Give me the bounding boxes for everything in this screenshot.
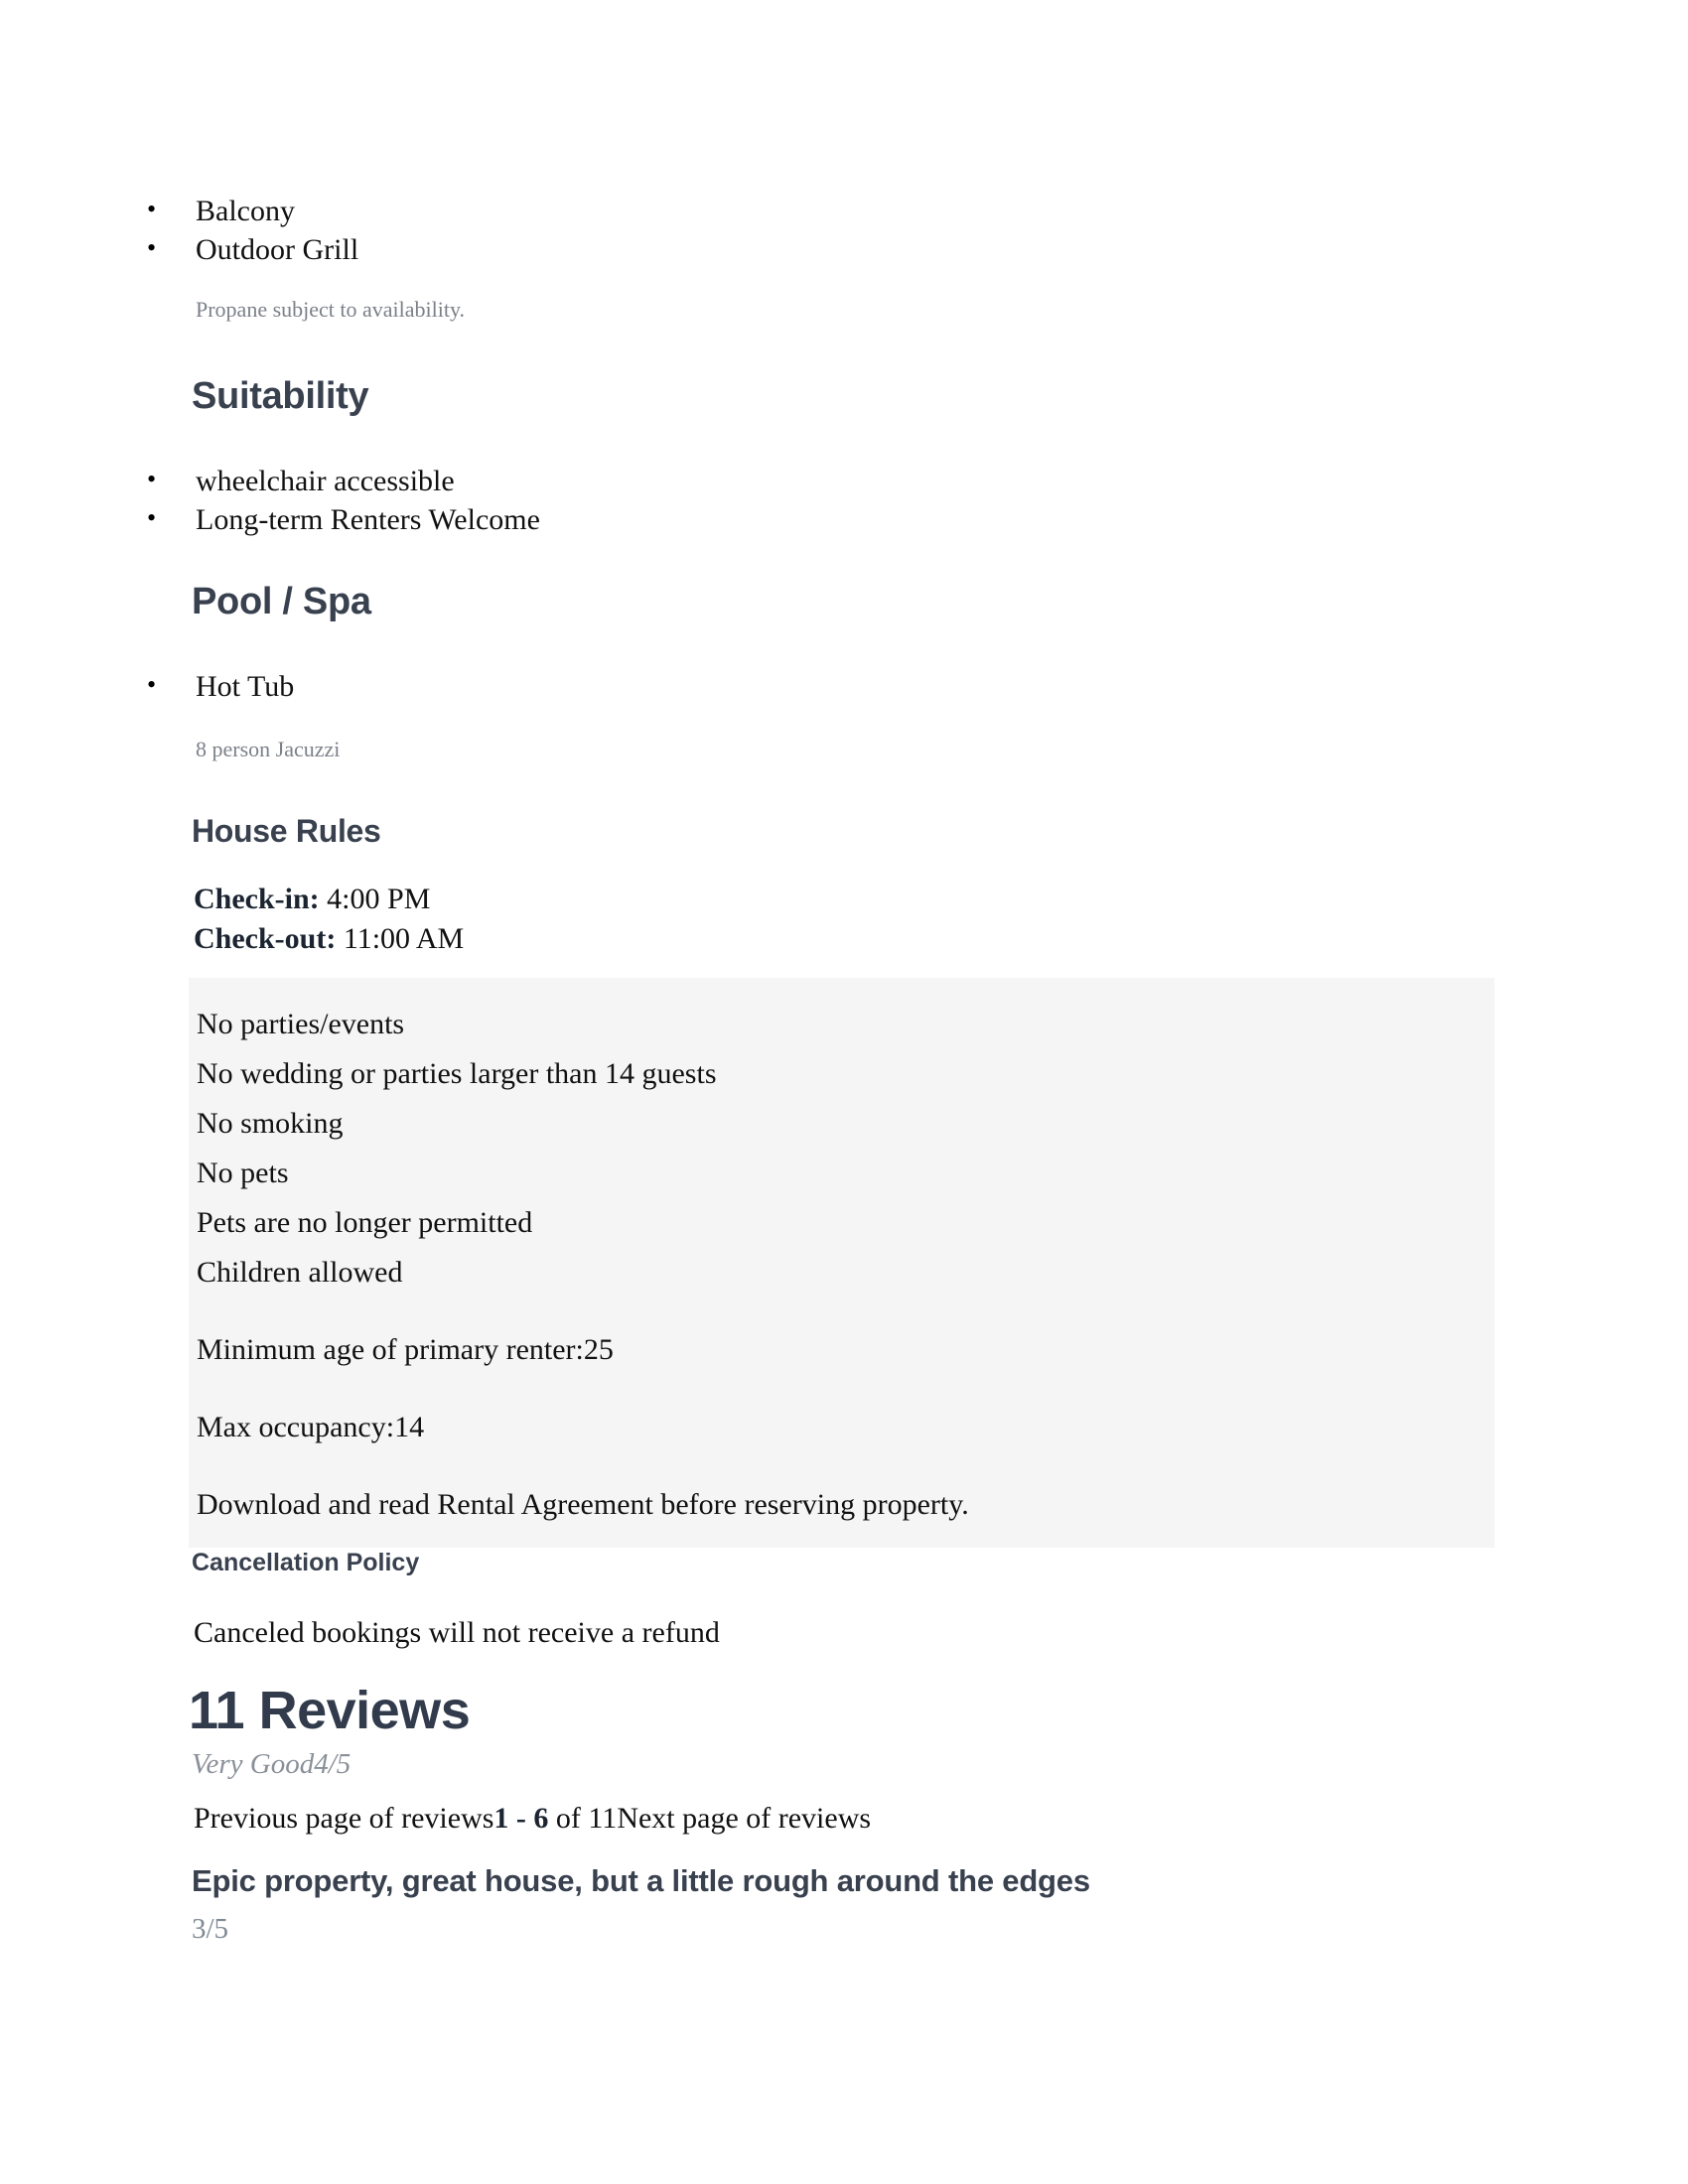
heading-reviews: 11 Reviews — [189, 1681, 471, 1740]
list-item: • wheelchair accessible — [0, 462, 1688, 500]
check-in-label: Check-in: — [194, 883, 320, 915]
rule-item: No wedding or parties larger than 14 guests — [197, 1057, 717, 1090]
heading-suitability: Suitability — [192, 375, 369, 417]
pool-spa-list — [0, 667, 1688, 706]
prev-page-link[interactable]: Previous page of reviews — [194, 1802, 494, 1835]
suitability-list — [0, 462, 1688, 539]
heading-pool-spa: Pool / Spa — [192, 581, 371, 622]
heading-cancellation-policy: Cancellation Policy — [192, 1549, 420, 1576]
next-page-link[interactable]: Next page of reviews — [617, 1802, 872, 1835]
rule-item: No pets — [197, 1157, 289, 1189]
heading-house-rules: House Rules — [192, 813, 381, 849]
rule-item: No smoking — [197, 1107, 344, 1140]
reviews-pagination — [194, 1799, 1688, 1839]
check-in-value: 4:00 PM — [319, 883, 431, 915]
pool-spa-note: 8 person Jacuzzi — [196, 737, 341, 761]
rule-min-age: Minimum age of primary renter:25 — [197, 1333, 614, 1366]
review-title: Epic property, great house, but a little rough around the edges — [192, 1863, 1090, 1898]
pagination-total: of 11 — [548, 1802, 618, 1835]
rule-max-occupancy: Max occupancy:14 — [197, 1411, 425, 1443]
pagination-range: 1 - 6 — [493, 1802, 549, 1835]
list-item: • Balcony — [0, 192, 1688, 230]
check-out-line — [194, 919, 1688, 959]
reviews-rating-summary: Very Good4/5 — [192, 1748, 352, 1780]
list-item: • Long-term Renters Welcome — [0, 500, 1688, 539]
amenities-list — [0, 192, 1688, 269]
rule-item: Children allowed — [197, 1256, 403, 1289]
rule-rental-agreement: Download and read Rental Agreement before reserving property. — [197, 1488, 969, 1521]
house-rules-panel — [189, 978, 1494, 1548]
check-out-label: Check-out: — [194, 922, 337, 955]
rule-item: No parties/events — [197, 1008, 405, 1040]
list-item: • Hot Tub — [0, 667, 1688, 706]
rule-item: Pets are no longer permitted — [197, 1206, 533, 1239]
review-score: 3/5 — [192, 1913, 229, 1945]
check-out-value: 11:00 AM — [336, 922, 465, 955]
check-in-line — [194, 880, 1688, 919]
cancellation-text: Canceled bookings will not receive a refund — [194, 1616, 720, 1649]
amenities-note: Propane subject to availability. — [196, 297, 466, 322]
list-item: • Outdoor Grill — [0, 230, 1688, 269]
